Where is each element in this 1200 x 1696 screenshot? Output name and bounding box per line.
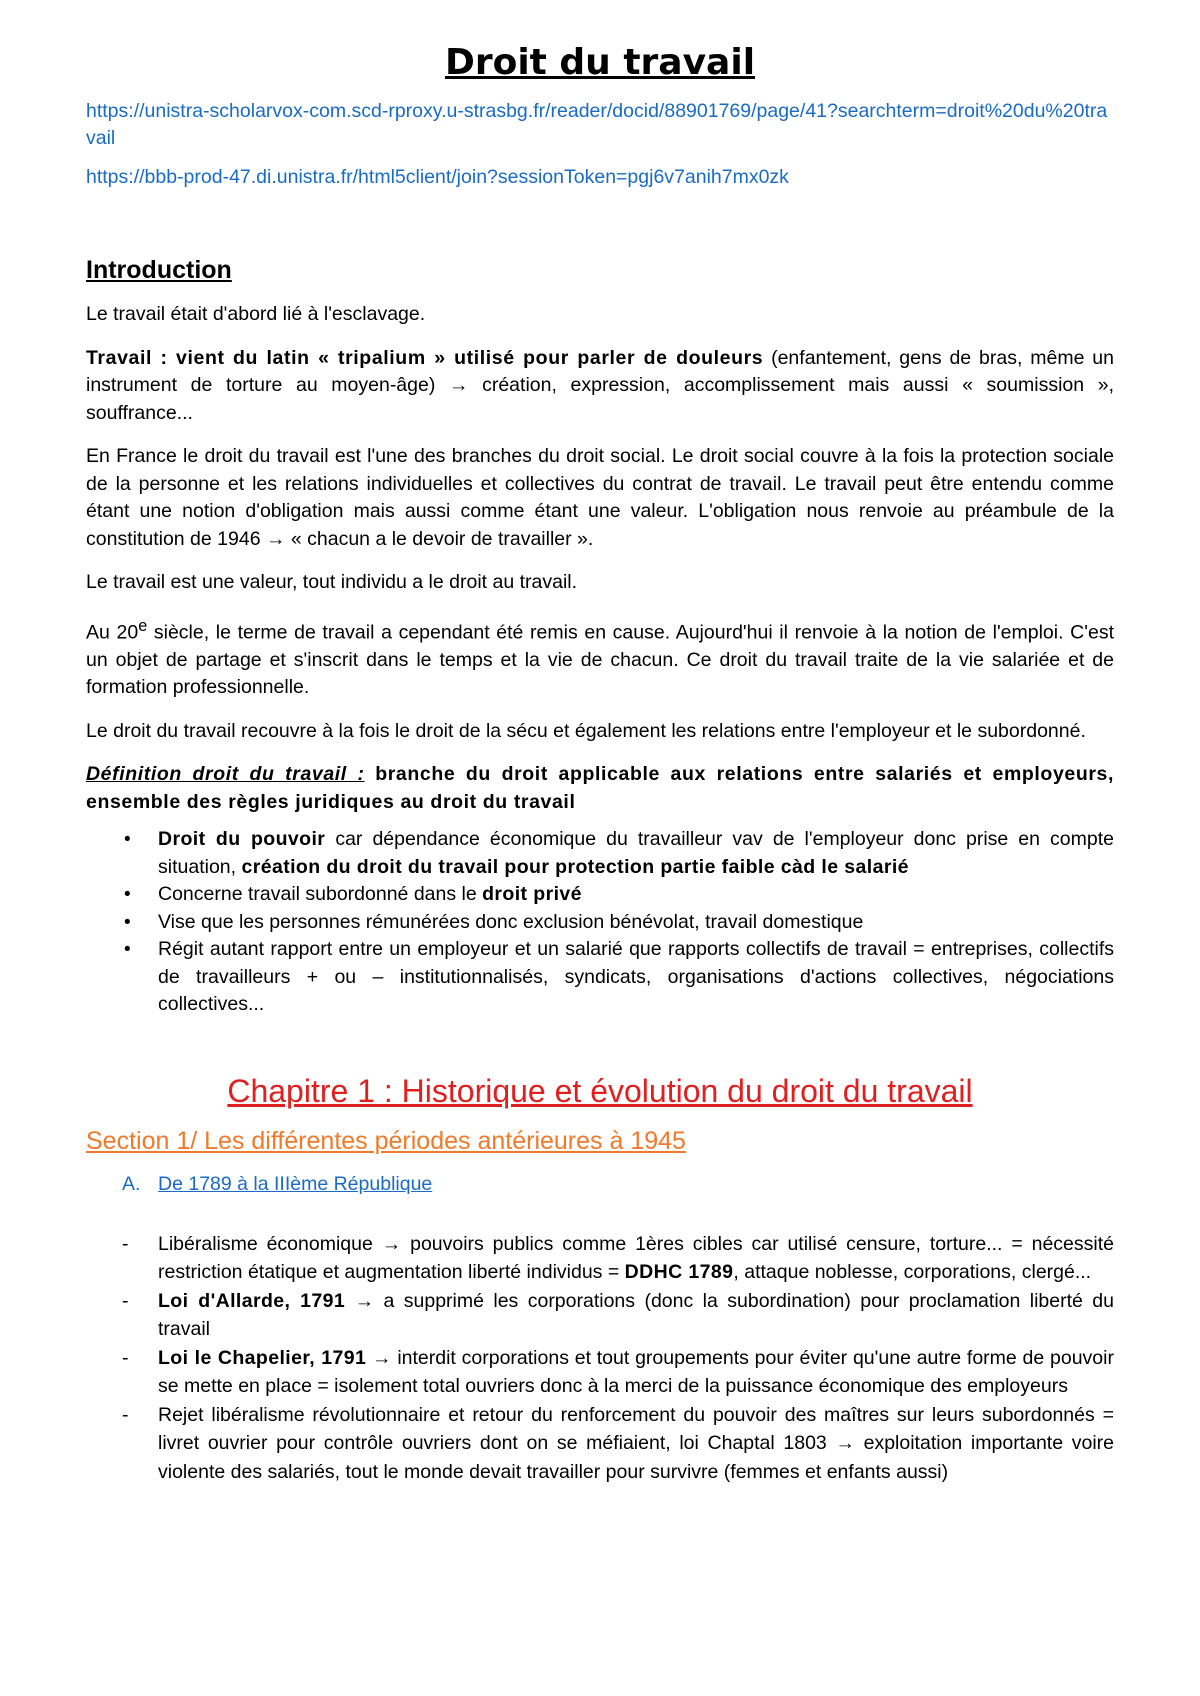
intro-paragraph-6: Le droit du travail recouvre à la fois le droit de la sécu et également les relations entre l'employeur et le subordonné.: [86, 719, 1086, 742]
travail-definition-bold: Travail : vient du latin « tripalium » utilisé pour parler de douleurs: [86, 346, 764, 369]
bullet-icon: •: [124, 911, 131, 933]
bullet-list-item: [124, 909, 1114, 937]
link-scholarvox[interactable]: https://unistra-scholarvox-com.scd-rproxy.u-strasbg.fr/reader/docid/88901769/page/41?searchterm=droit%20du%20travail: [86, 100, 1108, 149]
definition-text: branche du droit applicable aux relations entre salariés et employeurs, ensemble des règles juridiques au droit du travail: [86, 763, 1114, 813]
dash-icon: -: [122, 1403, 129, 1426]
document-page: [86, 40, 1114, 1486]
dash-list-item: [122, 1344, 1114, 1401]
intro-paragraph-3: En France le droit du travail est l'une des branches du droit social. Le droit social couvre à la fois la protection sociale de la personne et les relations individuelles et collectives du contrat de travail. Le travail peut être entendu comme étant une notion d'obligation mais aussi comme étant une valeur. L'obligation nous renvoie au préambule de la constitution de 1946 → « chacun a le devoir de travailler ».: [86, 445, 1114, 550]
subsection-heading: [122, 1171, 1114, 1198]
list-item-bold-text: création du droit du travail pour protection partie faible càd le salarié: [241, 855, 909, 878]
list-item-text: Vise que les personnes rémunérées donc exclusion bénévolat, travail domestique: [158, 910, 864, 933]
dash-icon: -: [122, 1346, 129, 1369]
introduction-heading: Introduction: [86, 256, 232, 284]
bullet-list-item: [124, 936, 1114, 1019]
subsection-letter: A.: [122, 1172, 141, 1195]
list-item-bold-text: DDHC 1789: [624, 1261, 734, 1283]
definition-label: Définition droit du travail :: [86, 763, 365, 785]
dash-list-item: [122, 1401, 1114, 1487]
list-item-text: car dépendance économique du travailleur vav de l'employeur donc prise en compte situation,: [158, 828, 1114, 878]
bullet-icon: •: [124, 829, 131, 850]
bullet-icon: •: [124, 884, 131, 905]
history-dash-list: [86, 1230, 1114, 1487]
dash-icon: -: [122, 1232, 129, 1255]
intro-paragraph-5: [86, 613, 1114, 702]
list-item-text: → interdit corporations et tout groupements pour éviter qu'une autre forme de pouvoir se mette en place = isolement total ouvriers donc à la merci de la puissance économique des employeurs: [158, 1346, 1114, 1397]
link-bbb-session[interactable]: https://bbb-prod-47.di.unistra.fr/html5client/join?sessionToken=pgj6v7anih7mx0zk: [86, 166, 789, 188]
intro-bullet-list: [86, 826, 1114, 1019]
p5-superscript: e: [138, 616, 148, 635]
dash-list-item: [122, 1230, 1114, 1287]
document-title: Droit du travail: [444, 42, 756, 83]
list-item-text: Rejet libéralisme révolutionnaire et retour du renforcement du pouvoir des maîtres sur leurs subordonnés = livret ouvrier pour contrôle ouvriers dont on se méfiaient, loi Chaptal 1803 → exploitation importante voire violente des salariés, tout le monde devait travailler pour survivre (femmes et enfants aussi): [158, 1403, 1114, 1483]
subsection-title: De 1789 à la IIIème République: [158, 1172, 433, 1195]
bullet-list-item: [124, 826, 1114, 881]
list-item-bold-text: Droit du pouvoir: [158, 828, 326, 850]
p5-start: Au 20: [86, 621, 139, 643]
p5-rest: siècle, le terme de travail a cependant été remis en cause. Aujourd'hui il renvoie à la notion de l'emploi. C'est un objet de partage et s'inscrit dans le temps et la vie de chacun. Ce droit du travail traite de la vie salariée et de formation professionnelle.: [86, 621, 1114, 698]
list-item-text: Régit autant rapport entre un employeur et un salarié que rapports collectifs de travail = entreprises, collectifs de travailleurs + ou – institutionnalisés, syndicats, organisations d'actions collectives, négociations collectives...: [158, 938, 1114, 1015]
travail-definition-rest: (enfantement, gens de bras, même un instrument de torture au moyen-âge) → création, expression, accomplissement mais aussi « soumission », souffrance...: [86, 346, 1114, 424]
intro-paragraph-1: Le travail était d'abord lié à l'esclavage.: [86, 303, 426, 325]
bullet-list-item: [124, 881, 1114, 909]
definition-paragraph: [86, 761, 1114, 816]
intro-paragraph-2: [86, 345, 1114, 428]
dash-icon: -: [122, 1289, 129, 1312]
list-item-bold-text: droit privé: [482, 883, 582, 905]
section-heading: Section 1/ Les différentes périodes antérieures à 1945: [86, 1126, 686, 1155]
bullet-icon: •: [124, 939, 131, 960]
list-item-text: Libéralisme économique → pouvoirs publics comme 1ères cibles car utilisé censure, torture... = nécessité restriction étatique et augmentation liberté individus =: [158, 1232, 1114, 1283]
list-item-text: , attaque noblesse, corporations, clergé...: [733, 1261, 1092, 1283]
list-item-text: → a supprimé les corporations (donc la subordination) pour proclamation liberté du travail: [158, 1289, 1114, 1340]
dash-list-item: [122, 1287, 1114, 1344]
list-item-bold-text: Loi d'Allarde, 1791: [158, 1289, 346, 1312]
chapter-heading: Chapitre 1 : Historique et évolution du droit du travail: [227, 1072, 973, 1109]
list-item-bold-text: Loi le Chapelier, 1791: [158, 1346, 367, 1369]
intro-paragraph-4: Le travail est une valeur, tout individu a le droit au travail.: [86, 571, 578, 593]
list-item-text: Concerne travail subordonné dans le: [158, 883, 483, 905]
